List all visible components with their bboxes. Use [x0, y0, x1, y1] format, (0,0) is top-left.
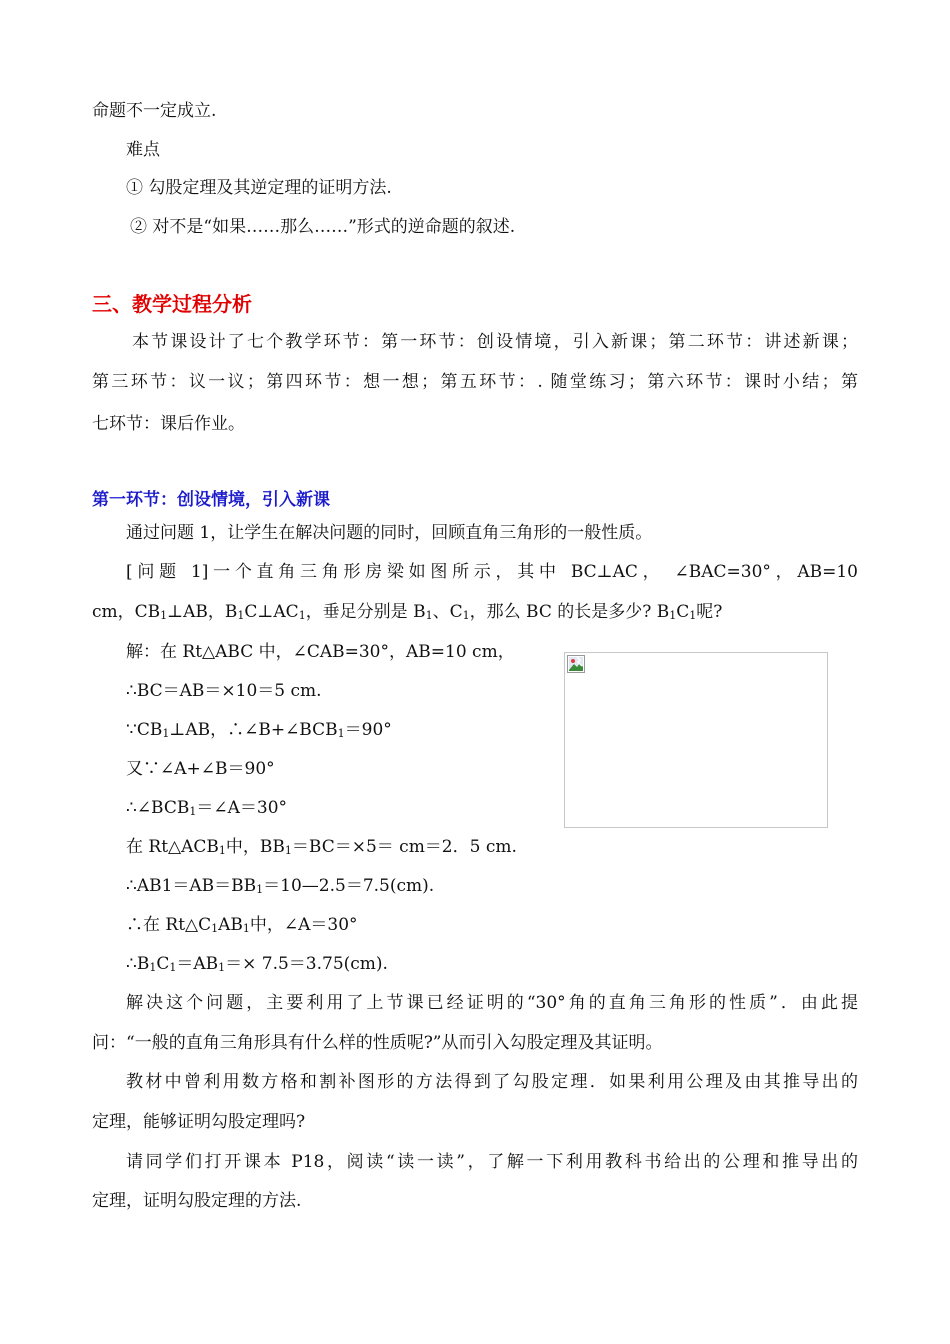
paragraph-line: 请同学们打开课本 P18，阅读“读一读”，了解一下利用教科书给出的公理和推导出的: [126, 1152, 858, 1172]
problem-line: [问题 1]一个直角三角形房梁如图所示，其中 BC⊥AC， ∠BAC=30°，AB=10: [126, 562, 858, 582]
difficulty-label: 难点: [126, 140, 160, 160]
problem-line: cm，$CB_1\perp AB$，$B_1C\perp AC_1$，垂足分别是 $B_1$、$C_1$，那么 BC 的长是多少? $B_1C_1$呢?: [92, 602, 723, 622]
difficulty-item-2: ② 对不是“如果……那么……”形式的逆命题的叙述.: [130, 217, 516, 237]
paragraph-line: 问：“一般的直角三角形具有什么样的性质呢?”从而引入勾股定理及其证明。: [92, 1033, 663, 1053]
paragraph-line: 通过问题 1，让学生在解决问题的同时，回顾直角三角形的一般性质。: [126, 523, 653, 543]
subsection-heading: 第一环节：创设情境，引入新课: [92, 490, 330, 510]
difficulty-item-1: ① 勾股定理及其逆定理的证明方法.: [126, 178, 392, 198]
paragraph-line: 第三环节：议一议；第四环节：想一想；第五环节：. 随堂练习；第六环节：课时小结；第: [92, 372, 858, 392]
paragraph-line: 七环节：课后作业。: [92, 414, 245, 434]
paragraph-line: 本节课设计了七个教学环节：第一环节：创设情境，引入新课；第二环节：讲述新课；: [132, 332, 858, 352]
figure-placeholder: [564, 652, 828, 828]
solution-line: ∴BC＝AB＝×10＝5 cm.: [126, 681, 322, 701]
solution-line: $\therefore B_1C_1=AB_1=\times 7.5=3.75(cm)$.: [126, 954, 388, 974]
solution-line: $\therefore\angle BCB_1=\angle A=30^\circ$: [126, 798, 288, 818]
paragraph-line: 解决这个问题，主要利用了上节课已经证明的“30°角的直角三角形的性质”．由此提: [126, 993, 858, 1013]
paragraph-line: 教材中曾利用数方格和割补图形的方法得到了勾股定理．如果利用公理及由其推导出的: [126, 1072, 858, 1092]
section-heading: 三、教学过程分析: [92, 292, 252, 316]
solution-line: $\therefore AB1=AB=BB_1=10—2.5=7.5(cm)$.: [126, 876, 435, 896]
solution-line: $\because CB_1\perp AB$，$\therefore\angle B+\angle BCB_1=90^\circ$: [126, 720, 392, 740]
solution-line: ∴在 $Rt\triangle C_1AB_1$中，∠A＝30°: [126, 915, 358, 935]
paragraph-line: 定理，证明勾股定理的方法.: [92, 1191, 302, 1211]
text-line: 命题不一定成立.: [92, 101, 217, 121]
paragraph-line: 定理，能够证明勾股定理吗?: [92, 1112, 306, 1132]
solution-line: 又∵∠A+∠B＝90°: [126, 759, 275, 779]
broken-image-icon: [567, 655, 585, 673]
solution-line: 解：在 Rt△ABC 中，∠CAB=30°，AB=10 cm，: [126, 642, 515, 662]
solution-line: 在 $Rt\triangle ACB_1$中，$BB_1=BC=\times 5= cm=2$．5 cm.: [126, 837, 517, 857]
